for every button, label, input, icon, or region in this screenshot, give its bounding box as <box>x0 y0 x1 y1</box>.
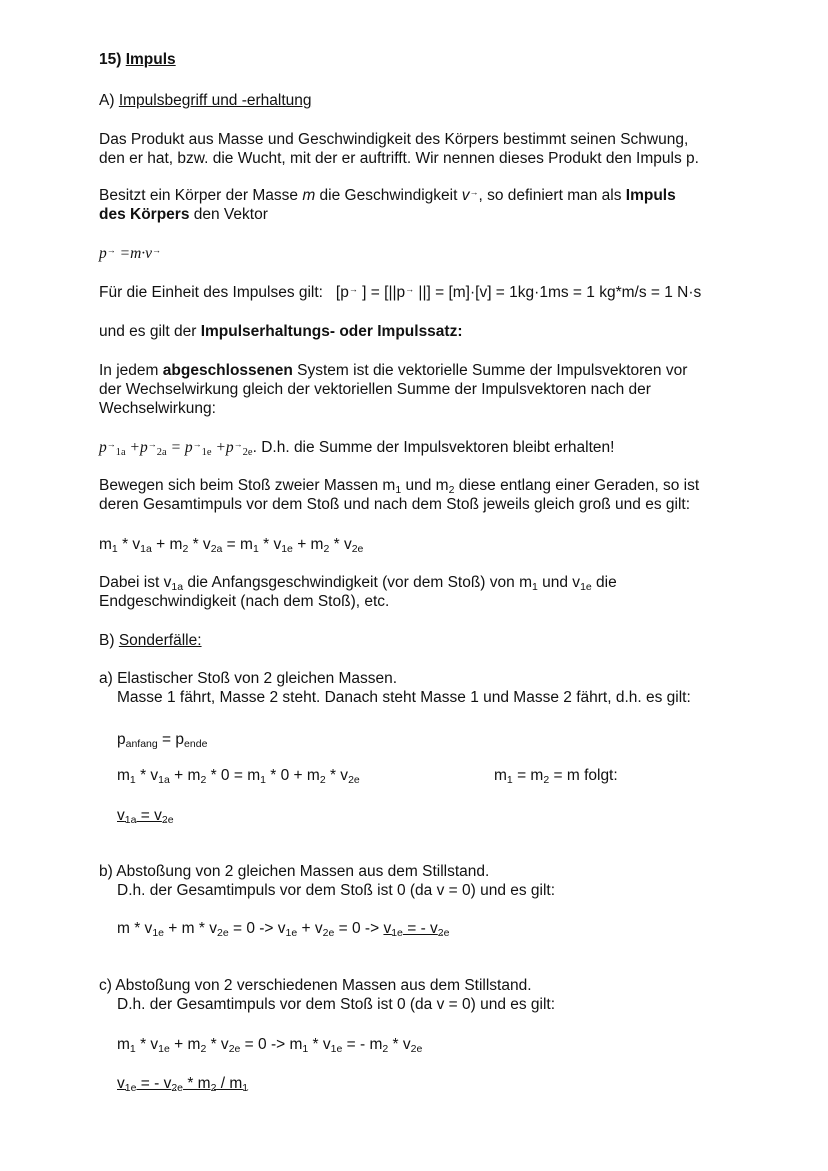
case-c-title: c) Abstoßung von 2 verschiedenen Massen aus dem Stillstand. <box>99 977 532 994</box>
intro-paragraph <box>99 130 779 168</box>
collision-paragraph: Bewegen sich beim Stoß zweier Massen $m_1$ und $m_2$ diese entlang einer Geraden, so ist deren Gesamtimpuls vor dem Stoß und nach dem Stoß jeweils gleich groß und es gilt: <box>99 477 700 513</box>
unit-line: Für die Einheit des Impulses gilt: [p→ ] = [||p→ ||] = [m]·[v] = 1kg·1ms = 1 kg*m/s = 1 N·s <box>99 284 702 301</box>
section-number: 15) <box>99 51 122 68</box>
intro-line-2: den er hat, bzw. die Wucht, mit der er auftrifft. Wir nennen dieses Produkt den Impuls p. <box>99 150 699 167</box>
case-c-result: $v_{1e}$ = - $v_{2e} * m_2 / m_1$ <box>117 1075 249 1094</box>
explanation-paragraph: Dabei ist $v_{1a}$ die Anfangsgeschwindigkeit (vor dem Stoß) von $m_1$ und $v_{1e}$ die Endgeschwindigkeit (nach dem Stoß), etc. <box>99 574 617 610</box>
case-b-equation: $m * v_{1e} + m * v_{2e} = 0 -> v_{1e} + v_{2e} = 0 -> v_{1e}$ = - $v_{2e}$ <box>117 920 450 939</box>
case-a-condition: $m_1 = m_2 = m$ folgt: <box>494 767 618 786</box>
section-title-text: Impuls <box>125 51 176 68</box>
subsection-a-heading <box>99 91 759 110</box>
conservation-intro: und es gilt der Impulserhaltungs- oder Impulssatz: <box>99 323 463 340</box>
case-b-title: b) Abstoßung von 2 gleichen Massen aus dem Stillstand. <box>99 863 490 880</box>
intro-line-1: Das Produkt aus Masse und Geschwindigkeit des Körpers bestimmt seinen Schwung, <box>99 131 689 148</box>
case-c-description: D.h. der Gesamtimpuls vor dem Stoß ist 0 (da v = 0) und es gilt: <box>117 996 556 1013</box>
case-b-result: $v_{1e}$ = - $v_{2e}$ <box>383 920 450 939</box>
case-c-equation: $m_1 * v_{1e} + m_2 * v_{2e} = 0 -> m_1 * v_{1e}$ = - $m_2 * v_{2e}$ <box>117 1036 423 1055</box>
general-collision-equation: $m_1 * v_{1a} + m_2 * v_{2a} = m_1 * v_{1e} + m_2 * v_{2e}$ <box>99 536 364 555</box>
case-a-result: $v_{1a} = v_{2e}$ <box>117 807 174 826</box>
closed-system-paragraph: In jedem abgeschlossenen System ist die vektorielle Summe der Impulsvektoren vor der Wechselwirkung gleich der vektoriellen Summe der Impulsvektoren nach der Wechselwirkung: <box>99 362 688 417</box>
definition-paragraph: Besitzt ein Körper der Masse m die Geschwindigkeit v→, so definiert man als Impuls des Körpers den Vektor <box>99 187 676 223</box>
case-a-equation: $m_1 * v_{1a} + m_2 * 0 = m_1 * 0 + m_2 * v_{2e}$ <box>117 767 360 786</box>
subsection-a-title: Impulsbegriff und -erhaltung <box>118 92 312 109</box>
subsection-b-heading: B) Sonderfälle: <box>99 632 202 649</box>
case-b-description: D.h. der Gesamtimpuls vor dem Stoß ist 0 (da v = 0) und es gilt: <box>117 882 556 899</box>
case-a-title: a) Elastischer Stoß von 2 gleichen Massen. <box>99 670 398 687</box>
subsection-a-label: A) <box>99 92 115 109</box>
case-a-momentum-equality: $p_{anfang} = p_{ende}$ <box>117 731 208 750</box>
vector-sum-line: $p^\to_{1a} +p^\to_{2a} = p^\to_{1e} +p^\to_{2e}$. D.h. die Summe der Impulsvektoren bleibt erhalten! <box>99 439 615 458</box>
case-a-description: Masse 1 fährt, Masse 2 steht. Danach steht Masse 1 und Masse 2 fährt, d.h. es gilt: <box>117 689 691 706</box>
section-title <box>99 50 759 69</box>
momentum-formula: p→ =m·v→ <box>99 245 162 262</box>
